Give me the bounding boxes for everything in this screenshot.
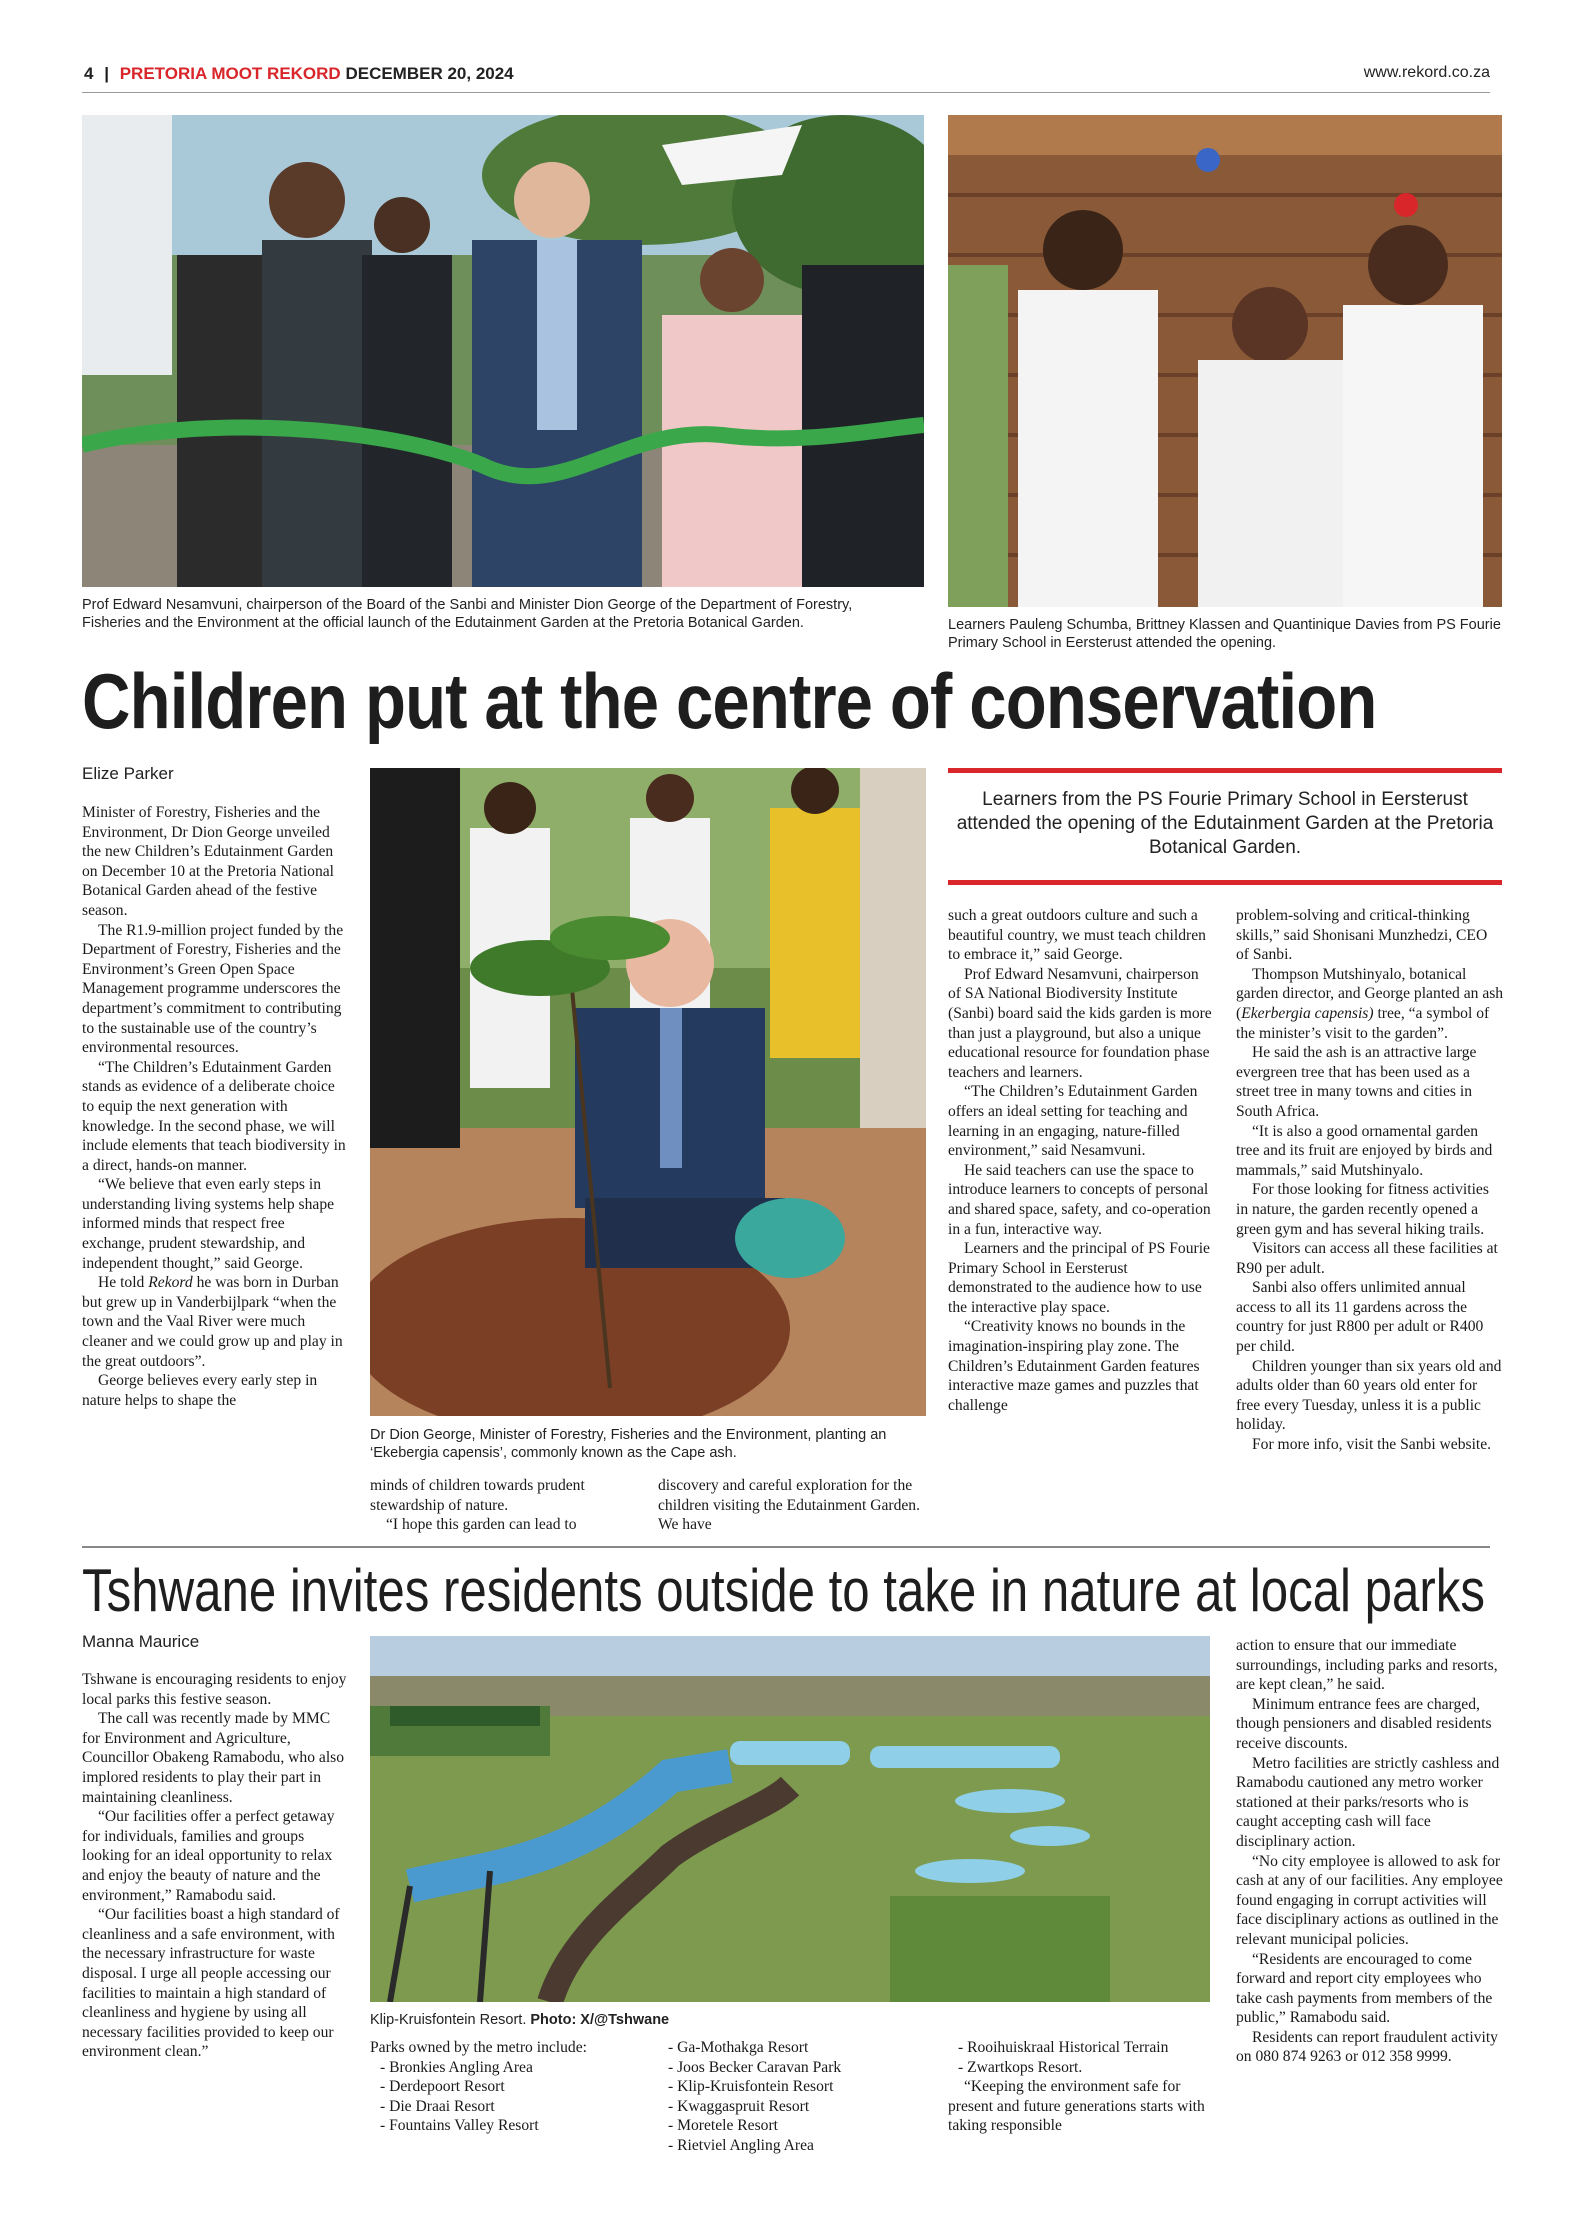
paragraph: such a great outdoors culture and such a beautiful country, we must teach children to embrace it,” said George.: [948, 907, 1206, 964]
paragraph: George believes every early step in nature helps to shape the: [82, 1372, 318, 1409]
story1-column-3: [658, 1476, 926, 1535]
paragraph: Tshwane is encouraging residents to enjoy local parks this festive season.: [82, 1671, 347, 1708]
tree-planting-caption: Dr Dion George, Minister of Forestry, Fisheries and the Environment, planting an ‘Ekebergia capensis’, commonly known as the Cape ash.: [370, 1427, 887, 1461]
issue-date: DECEMBER 20, 2024: [345, 64, 514, 83]
headline-children-conservation: Children put at the centre of conservation: [82, 657, 1377, 745]
paragraph: The R1.9-million project funded by the Department of Forestry, Fisheries and the Environment’s Green Open Space Management programme underscores the department’s commitment to contributing to the sustainable use of the country’s environmental resources.: [82, 921, 344, 1057]
caption-text: Klip-Kruisfontein Resort.: [370, 2012, 527, 2028]
paragraph: [82, 1273, 350, 1371]
pull-quote-top-rule: [948, 768, 1502, 773]
paragraph: “Our facilities offer a perfect getaway for individuals, families and groups looking for an ideal opportunity to relax and enjoy the beauty of nature and the environment,” Ramabodu said.: [82, 1808, 335, 1904]
story1-column-1: [82, 803, 350, 1410]
story2-column-4: [948, 2038, 1214, 2136]
paragraph: Sanbi also offers unlimited annual access to all its 11 gardens across the country for just R800 per adult or R400 per child.: [1236, 1279, 1484, 1356]
story1-column-4: [948, 906, 1214, 1415]
tree-planting-photo: [370, 768, 926, 1416]
list-item: - Moretele Resort: [668, 2117, 778, 2135]
text-run: tree, “a symbol of the minister’s visit to the garden”.: [1236, 1004, 1490, 1042]
paragraph: discovery and careful exploration for the children visiting the Edutainment Garden. We have: [658, 1477, 920, 1534]
story2-column-3: [658, 2038, 926, 2156]
list-item: - Die Draai Resort: [380, 2097, 495, 2115]
paragraph: Metro facilities are strictly cashless and Ramabodu cautioned any metro worker stationed at their parks/resorts who is caught accepting cash will face disciplinary action.: [1236, 1754, 1500, 1850]
resort-photo-caption: [370, 2012, 669, 2028]
byline-story1: Elize Parker: [82, 764, 174, 783]
publication-mention: Rekord: [148, 1274, 193, 1292]
list-item: - Ga-Mothakga Resort: [668, 2039, 809, 2056]
website-link[interactable]: www.rekord.co.za: [1363, 64, 1490, 81]
paragraph: “Residents are encouraged to come forward and report city employees who take cash payments from members of the public,” Ramabodu said.: [1236, 1950, 1493, 2027]
paragraph: Children younger than six years old and adults older than 60 years old enter for free every Tuesday, unless it is a public holiday.: [1236, 1357, 1502, 1434]
list-item: - Rietviel Angling Area: [668, 2136, 814, 2154]
paragraph: minds of children towards prudent stewardship of nature.: [370, 1477, 585, 1514]
list-item: - Zwartkops Resort.: [958, 2058, 1083, 2076]
ribbon-cutting-photo: [82, 115, 924, 587]
story1-column-2: [370, 1476, 638, 1535]
list-item: - Derdepoort Resort: [380, 2078, 505, 2096]
publication-name: PRETORIA MOOT REKORD: [119, 64, 341, 83]
list-item: - Bronkies Angling Area: [380, 2058, 533, 2076]
learners-caption: Learners Pauleng Schumba, Brittney Klassen and Quantinique Davies from PS Fourie Primary School in Eersterust attended the opening.: [948, 617, 1501, 651]
story2-column-1: [82, 1670, 350, 2062]
list-item: - Joos Becker Caravan Park: [668, 2058, 842, 2076]
paragraph: Prof Edward Nesamvuni, chairperson of SA National Biodiversity Institute (Sanbi) board said the kids garden is more than just a playground, but also a unique educational resource for foundation phase teachers and learners.: [948, 965, 1212, 1081]
list-item: - Fountains Valley Resort: [380, 2117, 539, 2135]
paragraph: “The Children’s Edutainment Garden stands as evidence of a deliberate choice to equip the next generation with knowledge. In the second phase, we will include elements that teach biodiversity in a direct, hands-on manner.: [82, 1058, 346, 1174]
paragraph: For more info, visit the Sanbi website.: [1252, 1436, 1492, 1454]
list-item: - Klip-Kruisfontein Resort: [668, 2078, 834, 2096]
paragraph: “The Children’s Edutainment Garden offers an ideal setting for teaching and learning in an engaging, nature-filled environment,” said Nesamvuni.: [948, 1083, 1198, 1160]
learners-climbing-wall-photo: [948, 115, 1502, 607]
species-name: Ekerbergia capensis): [1241, 1004, 1374, 1022]
pull-quote: Learners from the PS Fourie Primary School in Eersterust attended the opening of the Edutainment Garden at the Pretoria Botanical Garden.: [956, 789, 1494, 858]
paragraph: “Creativity knows no bounds in the imagination-inspiring play zone. The Children’s Edutainment Garden features interactive maze games and puzzles that challenge: [948, 1318, 1200, 1414]
ribbon-cutting-caption: Prof Edward Nesamvuni, chairperson of the Board of the Sanbi and Minister Dion George of the Department of Forestry, Fisheries and the Environment at the official launch of the Edutainment Garden at the Pretoria Botanical Garden.: [82, 597, 853, 631]
list-item: - Rooihuiskraal Historical Terrain: [958, 2039, 1169, 2056]
paragraph: problem-solving and critical-thinking skills,” said Shonisani Munzhedzi, CEO of Sanbi.: [1236, 907, 1488, 964]
section-divider: [82, 1546, 1490, 1548]
paragraph: Minister of Forestry, Fisheries and the Environment, Dr Dion George unveiled the new Children’s Edutainment Garden on December 10 at the Pretoria National Botanical Garden ahead of the festive season.: [82, 804, 335, 919]
paragraph: “Our facilities boast a high standard of cleanliness and a safe environment, with the necessary infrastructure for waste disposal. I urge all people accessing our facilities to maintain a high standard of cleanliness and hygiene by using all necessary facilities provided to keep our environment clean.”: [82, 1906, 340, 2061]
page-number: 4: [84, 64, 94, 83]
pull-quote-bottom-rule: [948, 880, 1502, 885]
paragraph: Minimum entrance fees are charged, though pensioners and disabled residents receive discounts.: [1236, 1695, 1492, 1752]
page-header-left: [84, 64, 514, 84]
paragraph: The call was recently made by MMC for Environment and Agriculture, Councillor Obakeng Ramabodu, who also implored residents to play their part in maintaining cleanliness.: [82, 1710, 345, 1806]
paragraph: “I hope this garden can lead to: [386, 1516, 577, 1534]
paragraph: He said teachers can use the space to introduce learners to concepts of personal and shared space, safety, and co-operation in a fun, interactive way.: [948, 1161, 1211, 1238]
paragraph: action to ensure that our immediate surroundings, including parks and resorts, are kept clean,” he said.: [1236, 1637, 1498, 1694]
header-separator: |: [104, 64, 109, 83]
text-run: he was born in Durban but grew up in Vanderbijlpark “when the town and the Vaal River were much cleaner and we could grow up and play in the great outdoors”.: [82, 1274, 343, 1370]
paragraph: “We believe that even early steps in understanding living systems help shape informed minds that respect free exchange, prudent stewardship, and independent thought,” said George.: [82, 1176, 335, 1272]
text-run: He told: [98, 1274, 145, 1292]
byline-story2: Manna Maurice: [82, 1632, 200, 1651]
photo-credit: Photo: X/@Tshwane: [530, 2012, 670, 2028]
paragraph: Residents can report fraudulent activity on 080 874 9263 or 012 358 9999.: [1236, 2028, 1498, 2066]
list-item: - Kwaggaspruit Resort: [668, 2097, 810, 2115]
header-divider: [82, 92, 1490, 93]
paragraph: “No city employee is allowed to ask for cash at any of our facilities. Any employee found engaging in corrupt activities will face disciplinary actions as outlined in the relevant municipal policies.: [1236, 1852, 1503, 1948]
headline-tshwane-parks: Tshwane invites residents outside to take in nature at local parks: [82, 1557, 1485, 1624]
paragraph: “Keeping the environment safe for present and future generations starts with taking responsible: [948, 2078, 1205, 2135]
klip-kruisfontein-resort-photo: [370, 1636, 1210, 2002]
story2-column-2: [370, 2038, 638, 2136]
story1-column-5: [1236, 906, 1504, 1455]
paragraph: Learners and the principal of PS Fourie Primary School in Eersterust demonstrated to the audience how to use the interactive play space.: [948, 1240, 1210, 1316]
paragraph: “It is also a good ornamental garden tree and its fruit are enjoyed by birds and mammals,” said Mutshinyalo.: [1236, 1122, 1493, 1179]
text-run: Thompson Mutshinyalo, botanical garden director, and George planted an ash (: [1236, 965, 1504, 1022]
paragraph: Visitors can access all these facilities at R90 per adult.: [1236, 1240, 1498, 1277]
list-intro: Parks owned by the metro include:: [370, 2039, 587, 2056]
paragraph: For those looking for fitness activities in nature, the garden recently opened a green gym and has several hiking trails.: [1236, 1181, 1489, 1238]
story2-column-5: [1236, 1636, 1504, 2067]
paragraph: [1236, 965, 1504, 1043]
paragraph: He said the ash is an attractive large evergreen tree that has been used as a street tree in many towns and cities in South Africa.: [1236, 1044, 1477, 1120]
